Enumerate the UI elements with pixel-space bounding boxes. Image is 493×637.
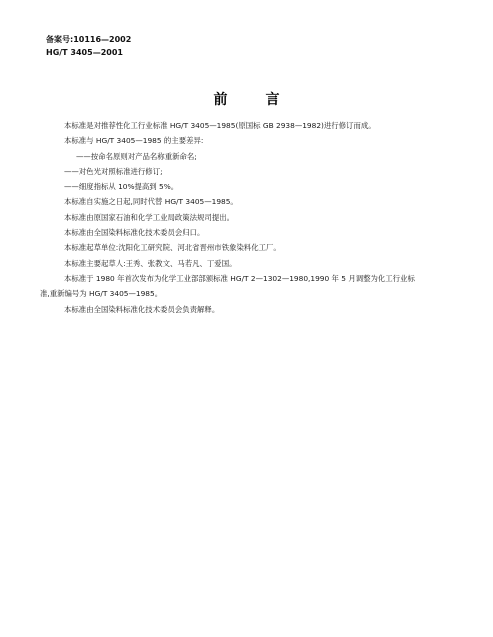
document-header — [46, 33, 131, 59]
page-title: 前言 — [213, 92, 318, 108]
paragraph-proposer: 本标准由原国家石油和化学工业局政策法规司提出。 — [64, 212, 234, 222]
list-item-fineness: ——细度指标从 10%提高到 5%。 — [64, 182, 179, 192]
paragraph-history-line1: 本标准于 1980 年首次发布为化学工业部部颁标准 HG/T 2—1302—1980,1990 年 5 月调整为化工行业标 — [64, 273, 415, 283]
paragraph-history-line2: 准,重新编号为 HG/T 3405—1985。 — [40, 289, 163, 299]
standard-number: HG/T 3405—2001 — [46, 48, 123, 57]
list-item-shade-standard: ——对色光对照标准进行修订; — [64, 166, 163, 176]
paragraph-revision-basis: 本标准是对推荐性化工行业标准 HG/T 3405—1985(原国标 GB 2938—1982)进行修订而成。 — [64, 121, 376, 130]
paragraph-drafters: 本标准主要起草人:王秀、张教文、马若凡、丁爱国。 — [64, 258, 237, 268]
foreword-body — [40, 118, 458, 317]
paragraph-differences-intro: 本标准与 HG/T 3405—1985 的主要差异: — [64, 136, 204, 146]
paragraph-replacement: 本标准自实施之日起,同时代替 HG/T 3405—1985。 — [64, 197, 238, 207]
paragraph-technical-committee: 本标准由全国染料标准化技术委员会归口。 — [64, 228, 205, 238]
paragraph-interpretation: 本标准由全国染料标准化技术委员会负责解释。 — [64, 304, 220, 314]
paragraph-drafting-units: 本标准起草单位:沈阳化工研究院、河北省晋州市铁象染料化工厂。 — [64, 243, 281, 253]
list-item-renaming: ——按命名原则对产品名称重新命名; — [76, 151, 197, 161]
record-number: 备案号:10116—2002 — [46, 35, 132, 44]
